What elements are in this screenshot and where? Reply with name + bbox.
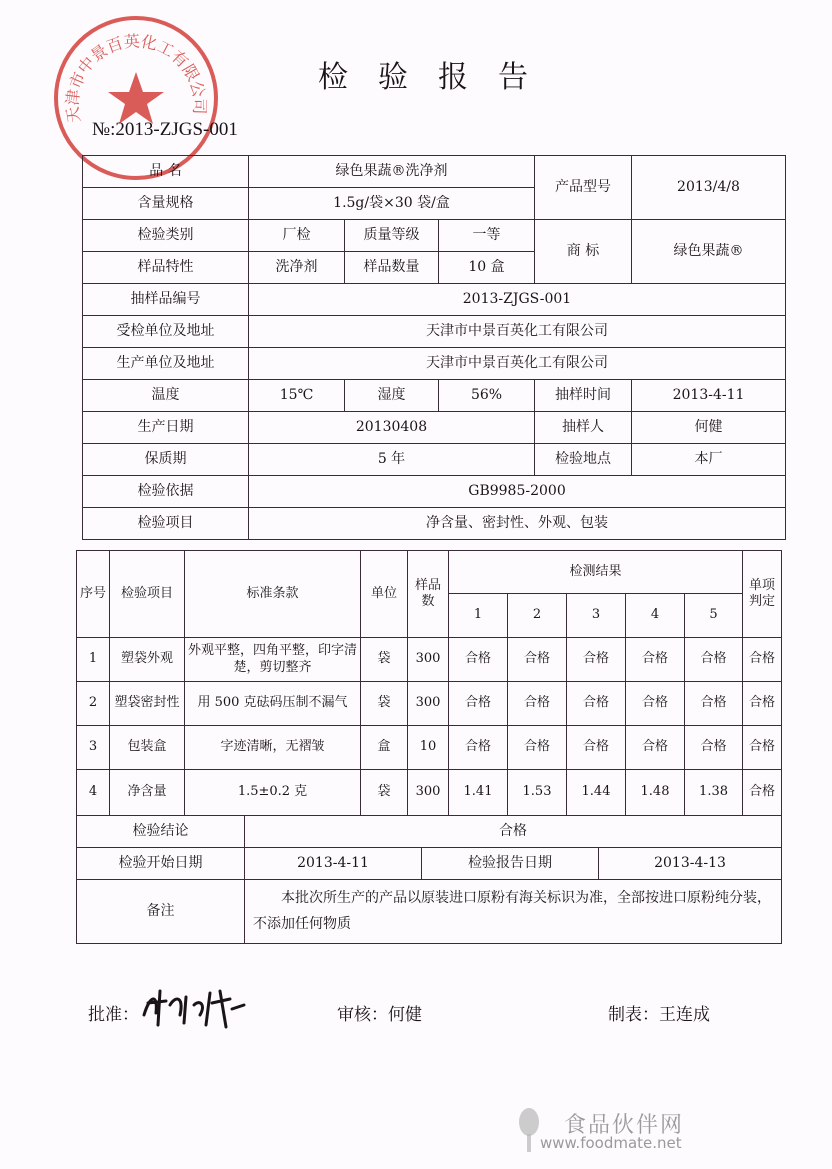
- humidity-label: 湿度: [345, 380, 439, 412]
- header-no: 序号: [77, 551, 110, 638]
- note-text: 本批次所生产的产品以原装进口原粉有海关标识为准，全部按进口原粉纯分装，不添加任何物质: [245, 880, 782, 944]
- row-value-1: 合格: [449, 638, 508, 682]
- table-row: [77, 770, 782, 816]
- row-item: 塑袋外观: [110, 638, 185, 682]
- sample-qty-value: 10 盒: [439, 252, 535, 284]
- row-unit: 袋: [361, 638, 408, 682]
- items-value: 净含量、密封性、外观、包装: [249, 508, 786, 540]
- row-judge: 合格: [743, 682, 782, 726]
- row-value-2: 合格: [508, 638, 567, 682]
- shelf-label: 保质期: [83, 444, 249, 476]
- review-label: [337, 1000, 422, 1025]
- location-label: 检验地点: [535, 444, 632, 476]
- spec-label: 含量规格: [83, 188, 249, 220]
- maker-label: 生产单位及地址: [83, 348, 249, 380]
- spec-value: 1.5g/袋×30 袋/盒: [249, 188, 535, 220]
- row-no: 2: [77, 682, 110, 726]
- maker-label: [608, 1000, 710, 1025]
- row-no: 1: [77, 638, 110, 682]
- sampler-value: 何健: [632, 412, 786, 444]
- basis-label: 检验依据: [83, 476, 249, 508]
- header-result: 检测结果: [449, 551, 743, 594]
- temp-label: 温度: [83, 380, 249, 412]
- row-no: 4: [77, 770, 110, 816]
- row-value-1: 1.41: [449, 770, 508, 816]
- row-value-2: 合格: [508, 726, 567, 770]
- row-value-3: 合格: [567, 638, 626, 682]
- conclusion-table: [76, 815, 782, 944]
- sample-no-value: 2013-ZJGS-001: [249, 284, 786, 316]
- client-value: 天津市中景百英化工有限公司: [249, 316, 786, 348]
- items-label: 检验项目: [83, 508, 249, 540]
- model-value: 2013/4/8: [632, 156, 786, 220]
- row-value-3: 合格: [567, 682, 626, 726]
- row-item: 塑袋密封性: [110, 682, 185, 726]
- test-type-value: 厂检: [249, 220, 345, 252]
- row-no: 3: [77, 726, 110, 770]
- brand-label: 商 标: [535, 220, 632, 284]
- brand-value: 绿色果蔬®: [632, 220, 786, 284]
- row-count: 300: [408, 770, 449, 816]
- row-count: 10: [408, 726, 449, 770]
- start-date-value: 2013-4-11: [245, 848, 422, 880]
- humidity-value: 56%: [439, 380, 535, 412]
- info-table: [82, 155, 786, 540]
- result-col-3: 3: [567, 594, 626, 638]
- row-item: 包装盒: [110, 726, 185, 770]
- sampler-label: 抽样人: [535, 412, 632, 444]
- conclusion-label: 检验结论: [77, 816, 245, 848]
- start-date-label: 检验开始日期: [77, 848, 245, 880]
- product-name-label: 品 名: [83, 156, 249, 188]
- row-count: 300: [408, 638, 449, 682]
- row-value-1: 合格: [449, 682, 508, 726]
- row-unit: 袋: [361, 682, 408, 726]
- row-value-5: 合格: [685, 682, 743, 726]
- review-label-text: 审核：: [337, 1005, 388, 1025]
- row-standard: 1.5±0.2 克: [185, 770, 361, 816]
- maker-label-text: 制表：: [608, 1005, 659, 1025]
- row-value-2: 1.53: [508, 770, 567, 816]
- grade-value: 一等: [439, 220, 535, 252]
- review-name: 何健: [388, 1005, 422, 1025]
- svg-text:天津市中景百英化工有限公司: 天津市中景百英化工有限公司: [62, 31, 210, 125]
- row-value-4: 合格: [626, 638, 685, 682]
- row-count: 300: [408, 682, 449, 726]
- conclusion-value: 合格: [245, 816, 782, 848]
- prod-date-value: 20130408: [249, 412, 535, 444]
- shelf-value: 5 年: [249, 444, 535, 476]
- maker-name: 王连成: [659, 1005, 710, 1025]
- result-col-5: 5: [685, 594, 743, 638]
- header-standard: 标准条款: [185, 551, 361, 638]
- sample-char-label: 样品特性: [83, 252, 249, 284]
- location-value: 本厂: [632, 444, 786, 476]
- temp-value: 15℃: [249, 380, 345, 412]
- sample-no-label: 抽样品编号: [83, 284, 249, 316]
- row-value-4: 1.48: [626, 770, 685, 816]
- row-standard: 字迹清晰，无褶皱: [185, 726, 361, 770]
- sampling-time-value: 2013-4-11: [632, 380, 786, 412]
- sample-char-value: 洗净剂: [249, 252, 345, 284]
- sample-qty-label: 样品数量: [345, 252, 439, 284]
- row-standard: 用 500 克砝码压制不漏气: [185, 682, 361, 726]
- note-label: 备注: [77, 880, 245, 944]
- watermark-url: www.foodmate.net: [540, 1134, 682, 1152]
- header-judge: 单项判定: [743, 551, 782, 638]
- row-value-5: 合格: [685, 638, 743, 682]
- row-value-2: 合格: [508, 682, 567, 726]
- client-label: 受检单位及地址: [83, 316, 249, 348]
- row-judge: 合格: [743, 770, 782, 816]
- approve-label: 批准：: [88, 1005, 139, 1025]
- results-table: [76, 550, 782, 816]
- row-unit: 盒: [361, 726, 408, 770]
- result-col-2: 2: [508, 594, 567, 638]
- row-value-5: 1.38: [685, 770, 743, 816]
- basis-value: GB9985-2000: [249, 476, 786, 508]
- result-col-1: 1: [449, 594, 508, 638]
- table-row: [77, 726, 782, 770]
- row-unit: 袋: [361, 770, 408, 816]
- row-item: 净含量: [110, 770, 185, 816]
- grade-label: 质量等级: [345, 220, 439, 252]
- product-name: 绿色果蔬®洗净剂: [249, 156, 535, 188]
- table-row: [77, 682, 782, 726]
- row-value-3: 合格: [567, 726, 626, 770]
- sampling-time-label: 抽样时间: [535, 380, 632, 412]
- document-number: №:2013-ZJGS-001: [92, 119, 238, 140]
- header-item: 检验项目: [110, 551, 185, 638]
- prod-date-label: 生产日期: [83, 412, 249, 444]
- test-type-label: 检验类别: [83, 220, 249, 252]
- report-date-value: 2013-4-13: [599, 848, 782, 880]
- row-value-4: 合格: [626, 726, 685, 770]
- row-value-1: 合格: [449, 726, 508, 770]
- maker-value: 天津市中景百英化工有限公司: [249, 348, 786, 380]
- watermark-site-name: 食品伙伴网: [563, 1113, 684, 1138]
- table-row: [77, 638, 782, 682]
- row-value-3: 1.44: [567, 770, 626, 816]
- watermark-logo-icon: [516, 1106, 542, 1154]
- row-standard: 外观平整，四角平整，印字清楚，剪切整齐: [185, 638, 361, 682]
- row-value-5: 合格: [685, 726, 743, 770]
- row-judge: 合格: [743, 726, 782, 770]
- header-count: 样品数: [408, 551, 449, 638]
- handwritten-signature: [140, 985, 250, 1030]
- result-col-4: 4: [626, 594, 685, 638]
- model-label: 产品型号: [535, 156, 632, 220]
- header-unit: 单位: [361, 551, 408, 638]
- report-date-label: 检验报告日期: [422, 848, 599, 880]
- row-judge: 合格: [743, 638, 782, 682]
- row-value-4: 合格: [626, 682, 685, 726]
- report-title: 检验报告: [318, 60, 558, 95]
